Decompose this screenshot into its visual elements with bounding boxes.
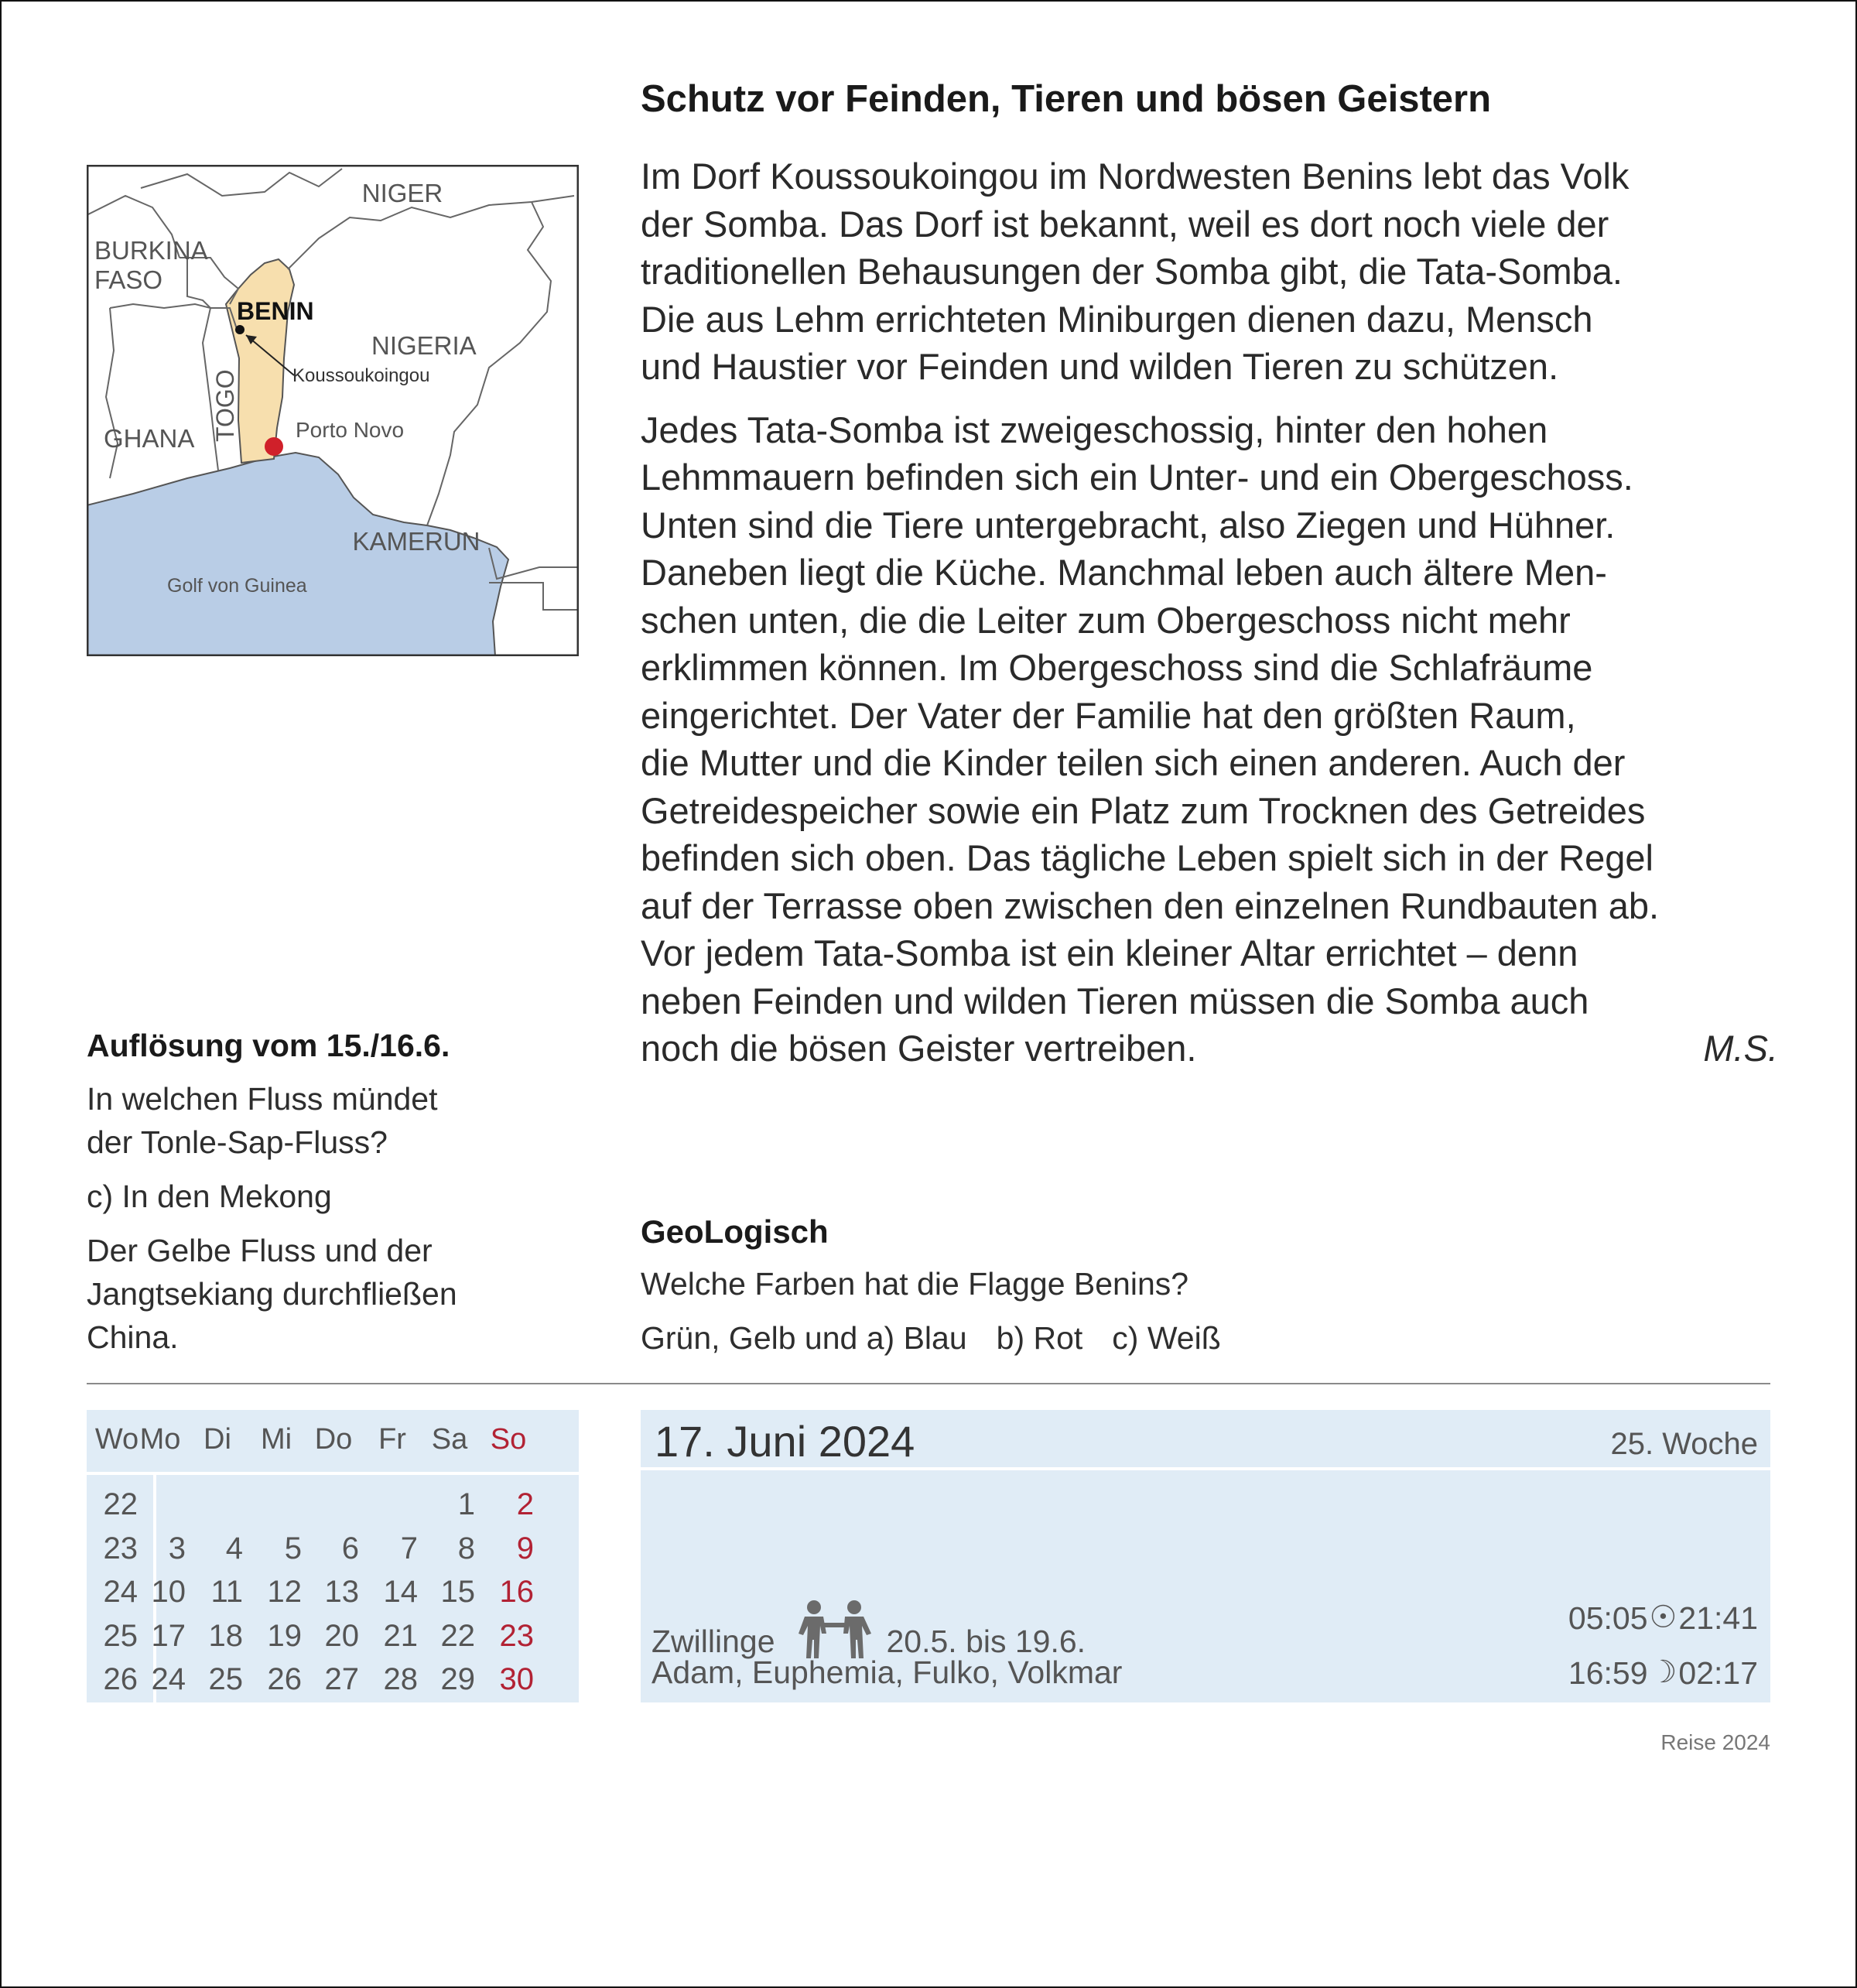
calendar-day: 28 [383,1662,418,1696]
text-line: und Haustier vor Feinden und wilden Tieren zu schützen. [641,346,1559,387]
text-line: eingerichtet. Der Vater der Familie hat den größten Raum, [641,694,1576,736]
article-paragraph-2 [641,406,1778,1073]
calendar-day: 6 [341,1531,359,1565]
calendar-header-fr: Fr [378,1423,406,1456]
calendar-day: 3 [168,1531,186,1565]
calendar-day: 24 [151,1662,186,1696]
text-line: Lehmmauern befinden sich ein Unter- und ein Obergeschoss. [641,457,1633,498]
calendar-header-mi: Mi [260,1423,292,1456]
text-line: die Mutter und die Kinder teilen sich einen anderen. Auch der [641,742,1626,783]
solution-answer: c) In den Mekong [87,1179,332,1214]
quiz-answer-b: b) Rot [996,1320,1083,1356]
article-paragraph-1 [641,152,1778,391]
text-line: traditionellen Behausungen der Somba gibt, die Tata-Somba. [641,251,1623,292]
calendar-day: 16 [499,1575,534,1609]
calendar-day: 26 [267,1662,302,1696]
label-kamerun: KAMERUN [352,527,480,556]
calendar-day: 19 [267,1618,302,1653]
text-line: China. [87,1319,179,1355]
quiz-answers [641,1320,1250,1357]
current-date: 17. Juni 2024 [655,1417,915,1466]
label-benin: BENIN [237,297,314,325]
article-body [641,152,1778,1088]
calendar-day: 7 [400,1531,418,1565]
calendar-day: 10 [151,1575,186,1609]
sun-icon: ☉ [1649,1600,1677,1634]
label-ghana: GHANA [104,424,195,453]
calendar-day: 5 [284,1531,302,1565]
label-faso: FASO [94,265,163,294]
calendar-day: 22 [440,1618,475,1653]
calendar-day: 9 [516,1531,534,1565]
text-line: Jangtsekiang durchfließen [87,1276,457,1312]
calendar-header-wo: Wo [94,1423,139,1456]
zodiac-row [651,1600,1086,1660]
text-line: der Tonle-Sap-Fluss? [87,1124,388,1160]
day-info-box [641,1410,1770,1702]
quiz-answer-a: Grün, Gelb und a) Blau [641,1320,967,1356]
calendar-week-number: 25 [103,1618,138,1653]
calendar-day: 14 [383,1575,418,1609]
calendar-header-so: So [490,1423,527,1456]
text-line: schen unten, die die Leiter zum Obergeschoss nicht mehr [641,599,1571,641]
calendar-week-number: 24 [103,1575,138,1609]
label-village: Koussoukoingou [292,365,430,386]
text-line: Die aus Lehm errichteten Miniburgen dienen dazu, Mensch [641,298,1593,340]
label-nigeria: NIGERIA [371,331,477,360]
quiz-answer-c: c) Weiß [1112,1320,1221,1356]
solution-question [87,1077,551,1164]
calendar-day: 2 [516,1487,534,1521]
calendar-week-number: 22 [103,1487,138,1521]
benin-map [87,165,579,656]
calendar-week-number: 26 [103,1662,138,1696]
calendar-day: 11 [210,1575,243,1609]
calendar-day: 20 [324,1618,359,1653]
text-line: erklimmen können. Im Obergeschoss sind die Schlafräume [641,647,1593,688]
text-line: Daneben liegt die Küche. Manchmal leben auch ältere Men- [641,552,1607,593]
solution-title: Auflösung vom 15./16.6. [87,1028,450,1063]
calendar-day: 15 [440,1575,475,1609]
sunrise-time: 05:05 [1568,1600,1648,1636]
author-signature: M.S. [1703,1028,1778,1069]
text-line: Jedes Tata-Somba ist zweigeschossig, hinter den hohen [641,409,1548,450]
calendar-day: 1 [457,1487,475,1521]
gemini-twins-icon [791,1600,877,1660]
month-calendar [87,1410,579,1702]
label-niger: NIGER [361,179,443,207]
divider-line [87,1383,1770,1384]
village-marker [235,325,245,334]
article-title: Schutz vor Feinden, Tieren und bösen Geistern [641,78,1492,120]
calendar-day: 29 [440,1662,475,1696]
calendar-day: 23 [499,1618,534,1653]
calendar-day: 27 [324,1662,359,1696]
calendar-day: 13 [324,1575,359,1609]
moon-icon: ☽ [1649,1655,1677,1689]
calendar-day: 12 [267,1575,302,1609]
text-line: Der Gelbe Fluss und der [87,1233,433,1268]
calendar-header-mo: Mo [139,1423,181,1456]
calendar-week-number: 23 [103,1531,138,1565]
calendar-header-sa: Sa [431,1423,468,1456]
moonrise-time: 16:59 [1568,1655,1648,1691]
text-line: der Somba. Das Dorf ist bekannt, weil es dort noch viele der [641,203,1609,245]
text-line: Vor jedem Tata-Somba ist ein kleiner Altar errichtet – denn [641,932,1578,973]
calendar-day: 30 [499,1662,534,1696]
zodiac-sign: Zwillinge [651,1624,775,1659]
text-line: Im Dorf Koussoukoingou im Nordwesten Benins lebt das Volk [641,156,1630,197]
label-capital: Porto Novo [296,418,405,442]
moonset-time: 02:17 [1678,1655,1758,1691]
capital-marker [265,437,283,456]
solution-extra [87,1229,551,1359]
footer-label: Reise 2024 [1660,1730,1770,1754]
quiz-question: Welche Farben hat die Flagge Benins? [641,1266,1189,1302]
solution-box [87,1077,551,1370]
quiz-title: GeoLogisch [641,1213,829,1250]
sunset-time: 21:41 [1678,1600,1758,1636]
label-togo: TOGO [211,369,239,442]
week-number: 25. Woche [1610,1427,1758,1461]
text-line: noch die bösen Geister vertreiben. [641,1028,1197,1069]
text-line: befinden sich oben. Das tägliche Leben spielt sich in der Regel [641,837,1654,878]
zodiac-range: 20.5. bis 19.6. [886,1624,1086,1659]
text-line: neben Feinden und wilden Tieren müssen die Somba auch [641,980,1589,1021]
text-line: auf der Terrasse oben zwischen den einzelnen Rundbauten ab. [641,885,1660,926]
label-burkina: BURKINA [94,236,208,265]
calendar-day: 21 [383,1618,418,1653]
moon-times [1568,1654,1758,1692]
text-line: Unten sind die Tiere untergebracht, also Ziegen und Hühner. [641,504,1616,546]
calendar-day: 18 [208,1618,243,1653]
sun-times [1568,1600,1758,1637]
calendar-day: 8 [457,1531,475,1565]
text-line: In welchen Fluss mündet [87,1081,438,1117]
calendar-header-do: Do [314,1423,353,1456]
label-gulf: Golf von Guinea [167,575,307,597]
calendar-day: 25 [208,1662,243,1696]
calendar-day: 4 [225,1531,243,1565]
calendar-day: 17 [151,1618,186,1653]
name-days: Adam, Euphemia, Fulko, Volkmar [651,1654,1123,1690]
text-line: Getreidespeicher sowie ein Platz zum Trocknen des Getreides [641,789,1646,831]
calendar-header-di: Di [203,1423,231,1456]
day-header [641,1410,1770,1470]
